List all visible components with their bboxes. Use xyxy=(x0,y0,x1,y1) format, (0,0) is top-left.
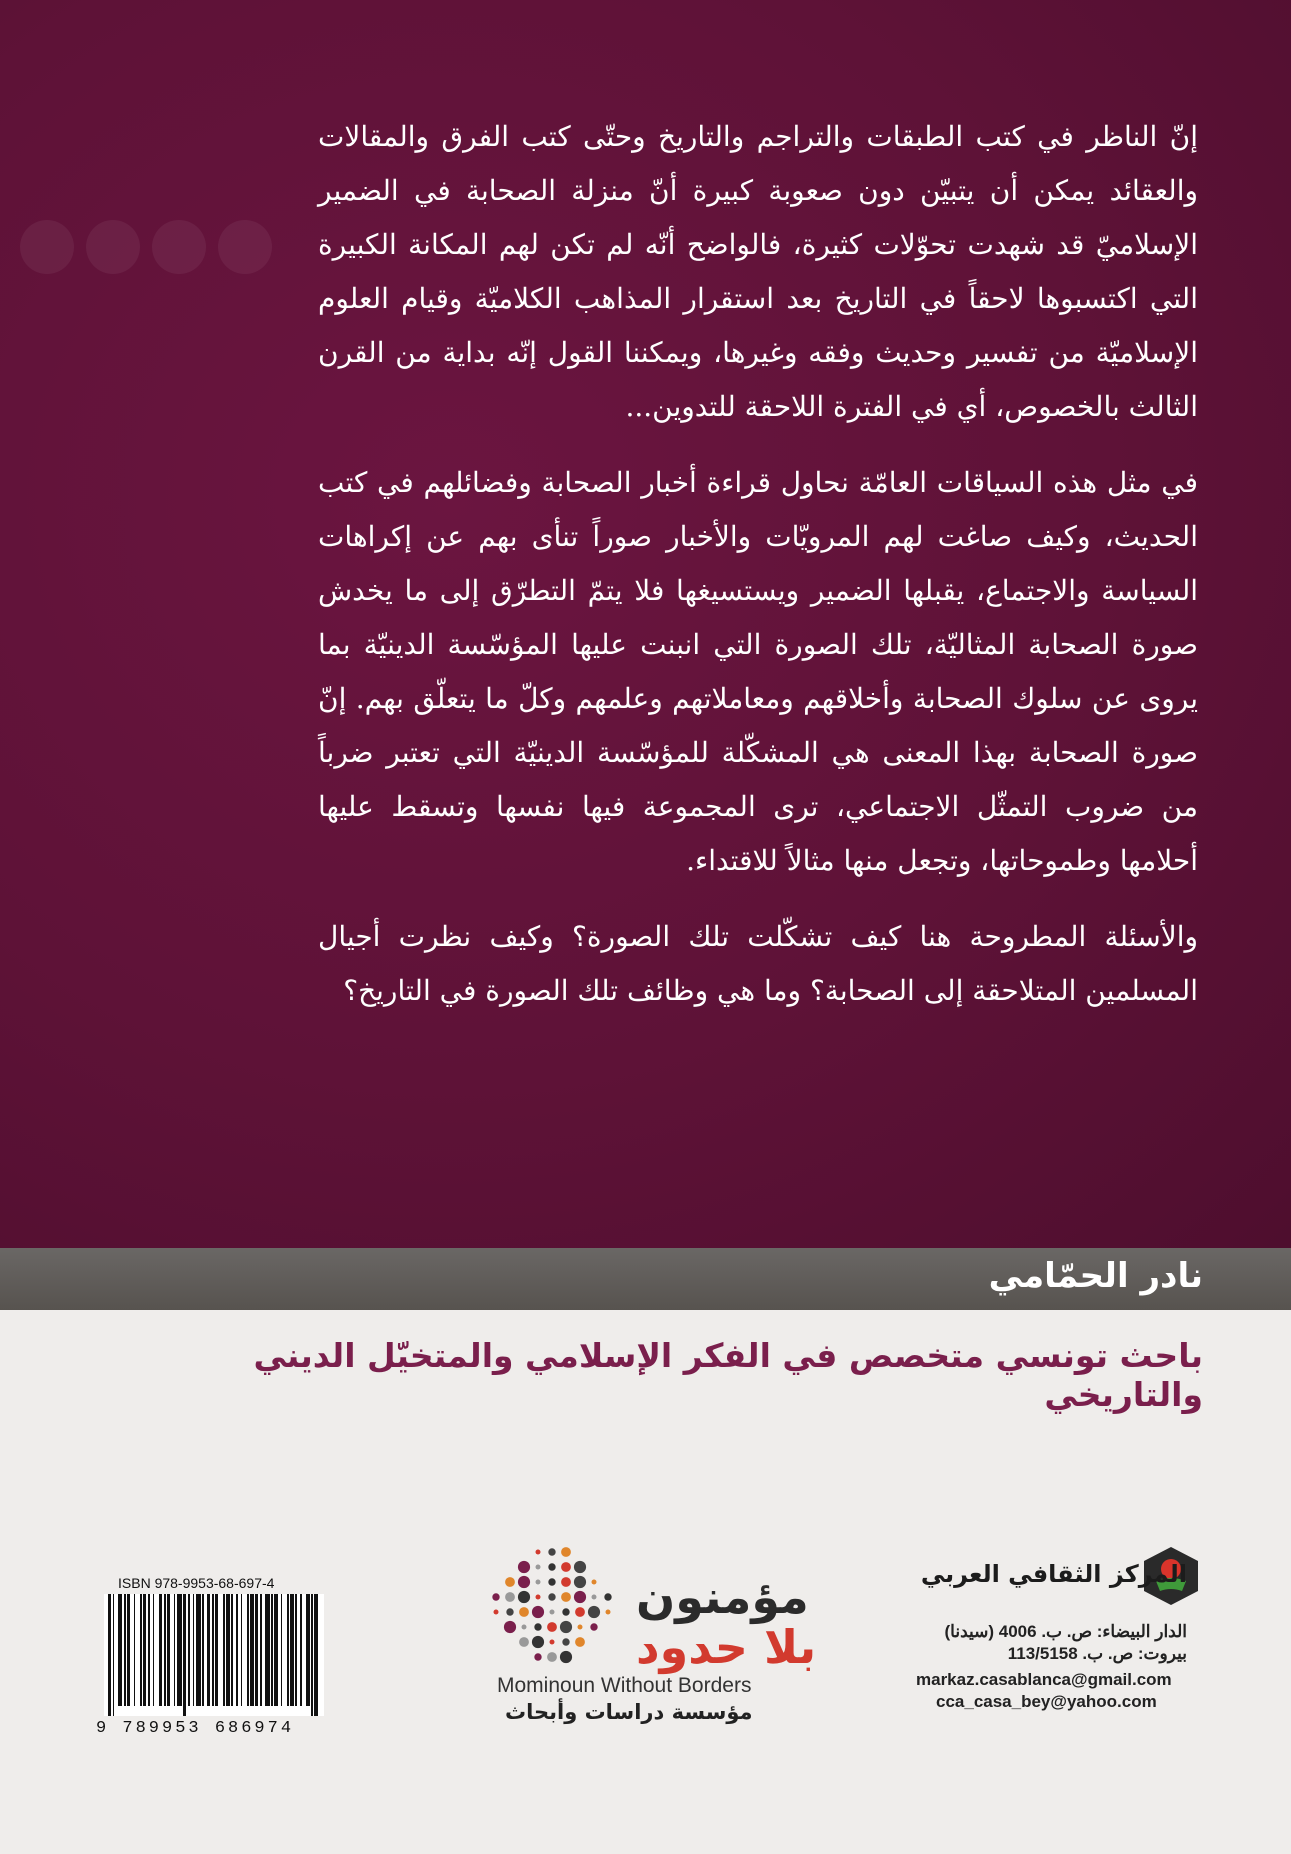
publisher-address-beirut: بيروت: ص. ب. 113/5158 xyxy=(1007,1644,1187,1663)
author-name: نادر الحمّامي xyxy=(988,1256,1203,1296)
publisher-email-1: markaz.casablanca@gmail.com xyxy=(916,1670,1172,1689)
mominoun-subtitle: مؤسسة دراسات وأبحاث xyxy=(505,1700,753,1724)
blurb-paragraph-3: والأسئلة المطروحة هنا كيف تشكّلت تلك الصورة؟ وكيف نظرت أجيال المسلمين المتلاحقة إلى الصحابة؟ وما هي وظائف تلك الصورة في التاريخ؟ xyxy=(318,920,1198,1007)
mominoun-logo-icon xyxy=(482,1542,622,1672)
barcode-digits: 9 789953 686974 xyxy=(96,1719,295,1738)
author-band xyxy=(0,1248,1291,1310)
blurb-paragraph-1: إنّ الناظر في كتب الطبقات والتراجم والتاريخ وحتّى كتب الفرق والمقالات والعقائد يمكن أن يتبيّن دون صعوبة كبيرة أنّ منزلة الصحابة في الضمير الإسلاميّ قد شهدت تحوّلات كثيرة، فالواضح أنّه لم تكن لهم المكانة الكبيرة التي اكتسبوها لاحقاً في التاريخ بعد استقرار المذاهب الكلاميّة وقيام العلوم الإسلاميّة من تفسير وحديث وفقه وغيرها، ويمكننا القول إنّه بداية من القرن الثالث بالخصوص، أي في الفترة اللاحقة للتدوين... xyxy=(318,120,1198,423)
back-cover-blurb xyxy=(318,110,1198,1040)
mominoun-arabic-name: مؤمنون xyxy=(636,1570,809,1624)
isbn-label: ISBN 978-9953-68-697-4 xyxy=(118,1575,275,1591)
mominoun-english-name: Mominoun Without Borders xyxy=(497,1674,752,1697)
author-bio: باحث تونسي متخصص في الفكر الإسلامي والمتخيّل الديني والتاريخي xyxy=(253,1336,1203,1414)
blurb-paragraph-2: في مثل هذه السياقات العامّة نحاول قراءة أخبار الصحابة وفضائلهم في كتب الحديث، وكيف صاغت لهم المرويّات والأخبار صوراً تنأى بهم عن إكراهات السياسة والاجتماع، يقبلها الضمير ويستسيغها فلا يتمّ التطرّق إلى ما يخدش صورة الصحابة المثاليّة، تلك الصورة التي انبنت عليها المؤسّسة الدينيّة بما يروى عن سلوك الصحابة وأخلاقهم ومعاملاتهم وعلمهم وكلّ ما يتعلّق بهم. إنّ صورة الصحابة بهذا المعنى هي المشكّلة للمؤسّسة الدينيّة التي تعتبر ضرباً من ضروب التمثّل الاجتماعي، ترى المجموعة فيها نفسها وتسقط عليها أحلامها وطموحاتها، وتجعل منها مثالاً للاقتداء. xyxy=(318,466,1198,877)
mominoun-arabic-tagline: بلا حدود xyxy=(636,1620,817,1674)
publisher-name: المركز الثقافي العربي xyxy=(920,1560,1187,1588)
publisher-address-casablanca: الدار البيضاء: ص. ب. 4006 (سيدنا) xyxy=(944,1622,1187,1641)
publisher-email-2: cca_casa_bey@yahoo.com xyxy=(936,1692,1157,1711)
barcode-icon xyxy=(104,1594,324,1716)
